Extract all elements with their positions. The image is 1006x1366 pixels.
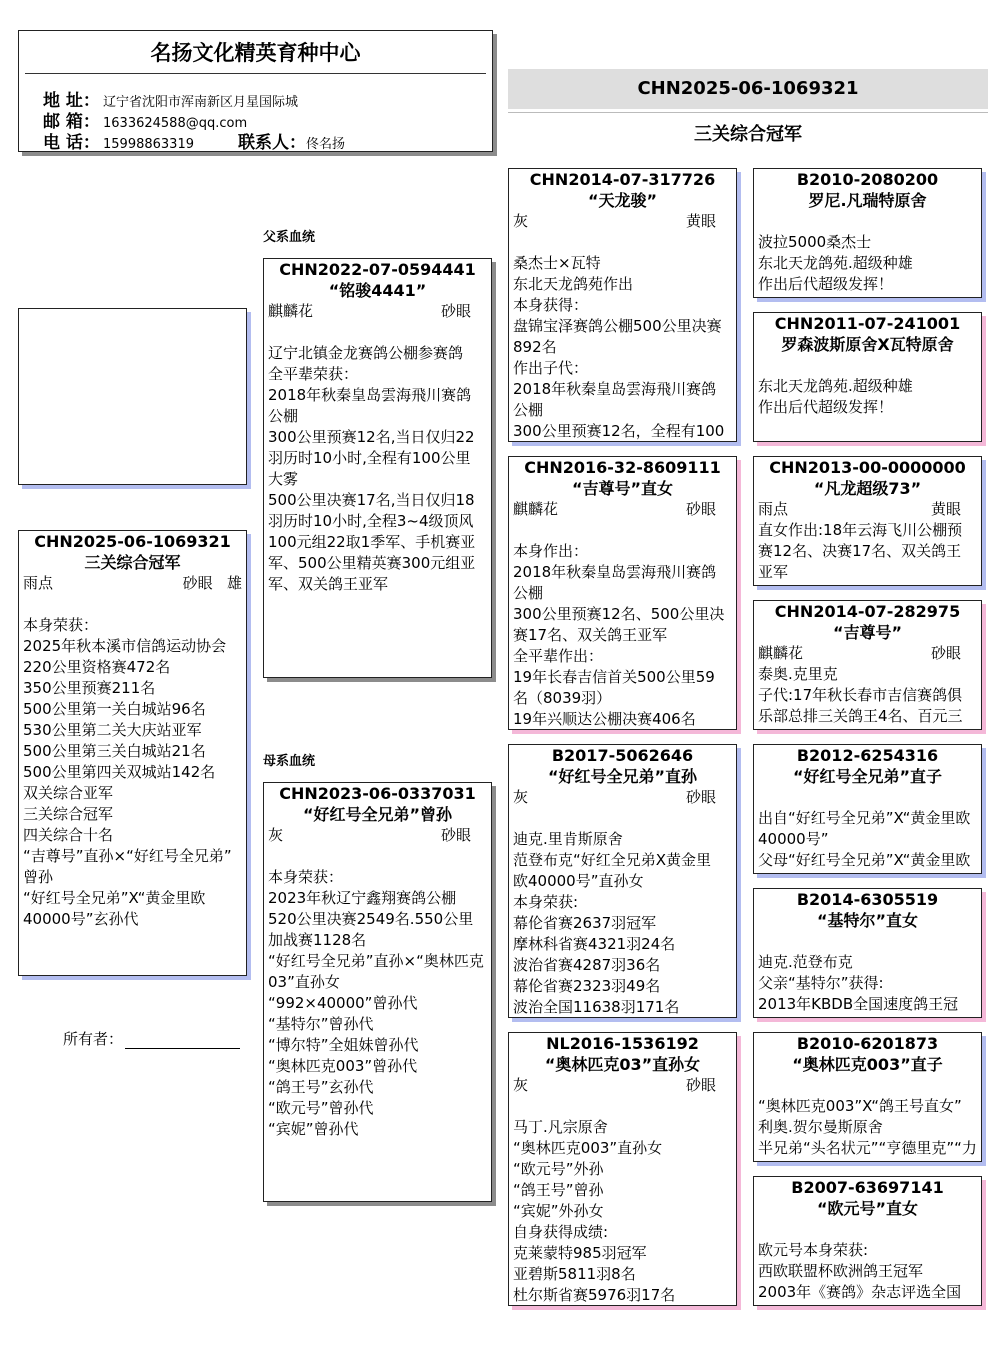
achievements-text: 本身作出： 2018年秋秦皇岛雲海飛川赛鸽 公棚 300公里预赛12名、500公里决 赛17名、双关鸽王亚军 全平辈作出： 19年长春吉信首关500公里59 名（8039羽） 19年兴顺达公棚决赛406名 (513, 542, 725, 728)
feather-color: 灰 (513, 1076, 529, 1094)
pigeon-photo-frame (18, 308, 247, 485)
phone-value: 15998863319 (103, 137, 194, 152)
pigeon-name: “好红号全兄弟”曾孙 (302, 805, 453, 824)
achievements-text: “奥林匹克003”X“鸽王号直女” 利奥.贺尔曼斯原舍 半兄弟“头名状元”“亨德里克”“力 (758, 1097, 977, 1157)
eye-type: 砂眼 (685, 1076, 716, 1094)
breeder-header-card (18, 30, 493, 152)
address-label: 地 址： (43, 91, 100, 111)
subject-pigeon-card (18, 530, 247, 976)
achievements-text: 波拉5000桑杰士 东北天龙鸽苑.超级种雄 作出后代超级发挥！ (758, 233, 913, 293)
great-grandparent-card-7 (753, 1032, 982, 1162)
email-label: 邮 箱： (43, 112, 100, 132)
phone-label: 电 话： (43, 133, 100, 152)
eye-type: 砂眼 (685, 500, 716, 518)
ring-number: CHN2011-07-241001 (774, 314, 961, 333)
feather-color: 麒麟花 (758, 644, 804, 662)
dam-card (263, 782, 492, 1202)
pigeon-name: “基特尔”直女 (816, 911, 919, 930)
eye-type: 砂眼 (685, 788, 716, 806)
pigeon-name: “欧元号”直女 (816, 1199, 919, 1218)
feather-color: 灰 (513, 212, 529, 230)
achievements-text: 出自“好红号全兄弟”X“黄金里欧 40000号” 父母“好红号全兄弟”X“黄金里欧 (758, 809, 971, 869)
ring-number: CHN2022-07-0594441 (279, 260, 476, 279)
achievements-text: 辽宁北镇金龙赛鸽公棚参赛鸽 全平辈荣获： 2018年秋秦皇岛雲海飛川赛鸽 公棚 300公里预赛12名,当日仅归22 羽历时10小时,全程有100公里 大雾 500公里决赛17名,当日仅归18 羽历时10小时,全程3~4级顶风 100元组22取1季军、手机赛亚 军、500公里精英赛300元组亚 军、双关鸽王亚军 (268, 344, 476, 593)
eye-type: 黄眼 (930, 500, 961, 518)
great-grandparent-card-3 (753, 456, 982, 586)
feather-color: 雨点 (23, 574, 54, 592)
sire-line-label: 父系血统 (263, 230, 316, 245)
sire-card (263, 258, 492, 678)
top-ring-banner: CHN2025-06-1069321 (508, 69, 988, 109)
ring-number: CHN2013-00-0000000 (769, 458, 966, 477)
ring-number: CHN2014-07-317726 (529, 170, 716, 189)
pigeon-name: 罗尼.凡瑞特原舍 (808, 191, 927, 210)
top-title: 三关综合冠军 (694, 124, 802, 145)
ring-number: B2017-5062646 (551, 746, 694, 765)
pigeon-name: “凡龙超级73” (813, 479, 922, 498)
email-value: 1633624588@qq.com (103, 116, 248, 131)
pigeon-name: “天龙骏” (587, 191, 658, 210)
ring-number: B2012-6254316 (796, 746, 939, 765)
color-eye-row (509, 211, 736, 232)
achievements-text: 桑杰士×瓦特 东北天龙鸽苑作出 本身获得： 盘锦宝泽赛鸽公棚500公里决赛 892名 作出子代： 2018年秋秦皇岛雲海飛川赛鸽 公棚 300公里预赛12名，全程有100 (513, 254, 725, 440)
pigeon-name: 罗森波斯原舍X瓦特原舍 (781, 335, 954, 354)
achievements-text: 泰奥.克里克 子代:17年秋长春市吉信赛鸽俱 乐部总排三关鸽王4名、百元三 (758, 665, 963, 725)
ring-number: B2010-2080200 (796, 170, 939, 189)
pigeon-name: “铭骏4441” (328, 281, 427, 300)
pigeon-name: “好红号全兄弟”直子 (792, 767, 943, 786)
owner-field (63, 1028, 240, 1049)
dam-line-label: 母系血统 (263, 754, 316, 769)
ring-number: CHN2025-06-1069321 (34, 532, 231, 551)
pigeon-name: 三关综合冠军 (84, 553, 181, 572)
feather-color: 灰 (268, 826, 284, 844)
eye-type: 砂眼 (440, 826, 471, 844)
feather-color: 麒麟花 (513, 500, 559, 518)
ring-number: CHN2016-32-8609111 (524, 458, 721, 477)
sex: 雄 (226, 574, 242, 592)
feather-color: 雨点 (758, 500, 789, 518)
breeder-title: 名扬文化精英育种中心 (150, 41, 361, 65)
header-divider (25, 73, 486, 74)
achievements-text: 直女作出:18年云海飞川公棚预 赛12名、决赛17名、双关鸽王 亚军 (758, 521, 963, 581)
ring-number: B2014-6305519 (796, 890, 939, 909)
achievements-text: 本身荣获： 2023年秋辽宁鑫翔赛鸽公棚 520公里决赛2549名.550公里 加战赛1128名 “好红号全兄弟”直孙×“奥林匹克 03”直孙女 “992×40000”曾孙代 “基特尔”曾孙代 “博尔特”全姐妹曾孙代 “奥林匹克003”曾孙代 “鸽王号”玄孙代 “欧元号”曾孙代 “宾妮”曾孙代 (268, 868, 484, 1138)
color-eye-row (264, 825, 491, 846)
ring-number: NL2016-1536192 (546, 1034, 699, 1053)
top-divider (508, 112, 988, 113)
achievements-text: 欧元号本身荣获: 西欧联盟杯欧洲鸽王冠军 2003年《赛鸽》杂志评选全国 (758, 1241, 962, 1301)
color-eye-row (264, 301, 491, 322)
pigeon-name: “奥林匹克03”直孙女 (544, 1055, 701, 1074)
pigeon-name: “好红号全兄弟”直孙 (547, 767, 698, 786)
pigeon-name: “奥林匹克003”直子 (792, 1055, 943, 1074)
great-grandparent-card-1 (753, 168, 982, 298)
grandsire-maternal-card (508, 744, 737, 1018)
eye-type: 砂眼 (182, 574, 213, 592)
contact-value: 佟名扬 (305, 137, 345, 152)
owner-label: 所有者： (63, 1030, 124, 1048)
phone-row (43, 128, 345, 152)
eye-type: 砂眼 (440, 302, 471, 320)
contact-label: 联系人： (237, 133, 306, 152)
owner-signature-line (125, 1030, 240, 1049)
granddam-paternal-card (508, 456, 737, 730)
great-grandparent-card-4 (753, 600, 982, 730)
address-value: 辽宁省沈阳市浑南新区月星国际城 (103, 95, 299, 110)
achievements-text: 迪克.范登布克 父亲“基特尔”获得: 2013年KBDB全国速度鸽王冠 (758, 953, 959, 1013)
color-eye-row (754, 499, 981, 520)
grandsire-paternal-card (508, 168, 737, 442)
eye-type: 黄眼 (685, 212, 716, 230)
eye-type: 砂眼 (930, 644, 961, 662)
achievements-text: 马丁.凡宗原舍 “奥林匹克003”直孙女 “欧元号”外孙 “鸽王号”曾孙 “宾妮”外孙女 自身获得成绩: 克莱蒙特985羽冠军 亚碧斯5811羽8名 杜尔斯省赛5976羽17名 (513, 1118, 676, 1304)
color-eye-row (509, 1075, 736, 1096)
achievements-text: 迪克.里肯斯原舍 范登布克“好红全兄弟X黄金里 欧40000号”直孙女 本身荣获: 幕伦省赛2637羽冠军 摩林科省赛4321羽24名 波治省赛4287羽36名 幕伦省赛2323羽49名 波治全国11638羽171名 (513, 830, 712, 1016)
granddam-maternal-card (508, 1032, 737, 1306)
pigeon-name: “吉尊号” (832, 623, 903, 642)
color-eye-row (19, 573, 246, 594)
great-grandparent-card-6 (753, 888, 982, 1018)
great-grandparent-card-5 (753, 744, 982, 874)
color-eye-row (509, 787, 736, 808)
achievements-text: 东北天龙鸽苑.超级种雄 作出后代超级发挥！ (758, 377, 913, 416)
ring-number: B2007-63697141 (791, 1178, 944, 1197)
feather-color: 灰 (513, 788, 529, 806)
color-eye-row (509, 499, 736, 520)
great-grandparent-card-2 (753, 312, 982, 442)
feather-color: 麒麟花 (268, 302, 314, 320)
pigeon-name: “吉尊号”直女 (571, 479, 674, 498)
ring-number: B2010-6201873 (796, 1034, 939, 1053)
great-grandparent-card-8 (753, 1176, 982, 1306)
ring-number: CHN2023-06-0337031 (279, 784, 476, 803)
achievements-text: 本身荣获： 2025年秋本溪市信鸽运动协会 220公里资格赛472名 350公里预赛211名 500公里第一关白城站96名 530公里第二关大庆站亚军 500公里第三关白城站21名 500公里第四关双城站142名 双关综合亚军 三关综合冠军 四关综合十名 “吉尊号”直孙×“好红号全兄弟” 曾孙 “好红号全兄弟”X“黄金里欧 40000号”玄孙代 (23, 616, 232, 928)
ring-number: CHN2014-07-282975 (774, 602, 961, 621)
color-eye-row (754, 643, 981, 664)
